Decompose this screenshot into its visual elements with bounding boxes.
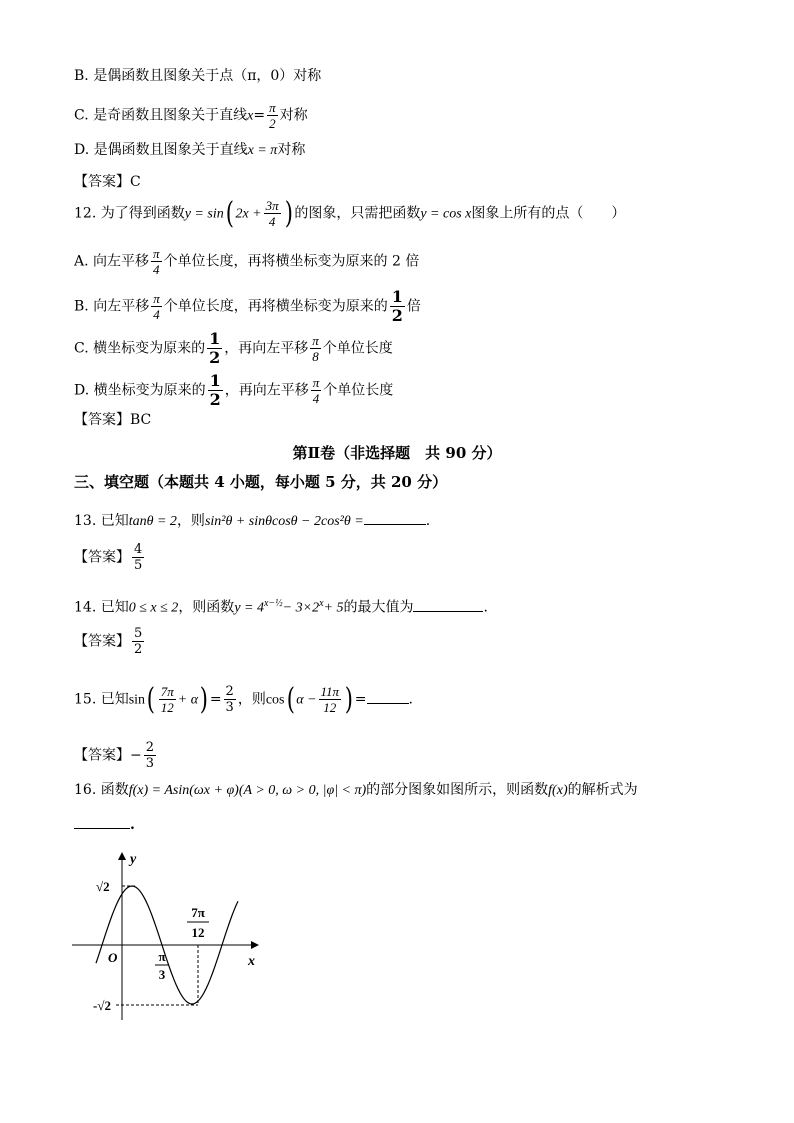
q14-fn-c: + 5 xyxy=(323,600,344,616)
q12-option-a xyxy=(74,246,419,277)
q12-b-pre: B. 向左平移 xyxy=(74,298,150,315)
q15-rparen2: ) xyxy=(344,681,354,717)
q14-ans-frac xyxy=(132,626,144,657)
q11-d-post: 对称 xyxy=(277,142,306,158)
q12-option-b xyxy=(74,288,421,325)
q13-answer-label: 【答案】 xyxy=(74,549,130,566)
q16-blank-line xyxy=(74,814,135,835)
q13-cond: tanθ = 2 xyxy=(128,514,177,529)
q12-d-fnum: 1 xyxy=(209,371,221,390)
q11-option-d xyxy=(74,140,305,161)
q11-option-c xyxy=(74,100,308,131)
q12-b-fden: 2 xyxy=(391,306,403,325)
q13-mid: ，则 xyxy=(176,513,205,529)
q13-end: . xyxy=(425,513,431,529)
q12-stem-frac xyxy=(264,198,281,229)
q11-d-pre: D. 是偶函数且图象关于直线 xyxy=(74,142,248,158)
q11-c-frac xyxy=(267,100,278,131)
q15-eq: = xyxy=(209,691,222,708)
q16-post-b: 的解析式为 xyxy=(567,782,638,798)
q12-a-post: 个单位长度，再将横坐标变为原来的 2 倍 xyxy=(163,253,420,270)
q12-a-frac xyxy=(151,246,162,277)
q15-ans-sign: − xyxy=(130,747,142,764)
x1-num: π xyxy=(158,949,166,964)
q15-pre: 15. 已知 xyxy=(74,691,129,708)
q12-lparen: ( xyxy=(225,195,234,231)
q13-ans-num: 4 xyxy=(134,542,143,557)
q14-pre: 14. 已知 xyxy=(74,599,129,616)
ymax-label: √2 xyxy=(96,879,110,894)
q11-c-num: π xyxy=(269,100,276,115)
q11-answer: 【答案】C xyxy=(74,174,141,190)
q14-answer-label: 【答案】 xyxy=(74,633,130,650)
q16-fx: f(x) xyxy=(548,783,568,798)
q12-b-num: π xyxy=(153,291,160,306)
q15-end: . xyxy=(408,691,413,708)
q12-d-post: 个单位长度 xyxy=(323,382,394,399)
q12-stem-y: y = sin xyxy=(184,206,224,222)
q14-fn-exp2: x xyxy=(319,598,324,609)
q15-in-num: 7π xyxy=(160,684,174,699)
q16-fn: f(x) = Asin(ωx + φ) xyxy=(128,783,239,798)
q12-b-den: 4 xyxy=(153,307,160,322)
x2-den: 12 xyxy=(191,925,205,940)
q14-ans-den: 2 xyxy=(134,642,143,657)
q14-blank[interactable] xyxy=(413,597,483,612)
q12-a-den: 4 xyxy=(153,262,160,277)
origin-label: O xyxy=(108,950,118,965)
q12-c-mid: ，再向左平移 xyxy=(224,340,309,357)
q12-c-post: 个单位长度 xyxy=(322,340,393,357)
q16-blank[interactable] xyxy=(74,814,130,829)
q13-ans-frac xyxy=(132,542,144,573)
q12-a-num: π xyxy=(153,246,160,261)
q11-d-expr: x = π xyxy=(247,143,278,158)
q15-sin: sin xyxy=(128,692,146,708)
q11-c-eq: = xyxy=(253,107,266,124)
q15-ans-den: 3 xyxy=(145,756,155,771)
section3-title: 三、填空题（本题共 4 小题，每小题 5 分，共 20 分） xyxy=(74,473,448,491)
q14-cond: 0 ≤ x ≤ 2 xyxy=(128,600,179,616)
q12-answer: 【答案】BC xyxy=(74,412,152,428)
q15-answer-label: 【答案】 xyxy=(74,747,130,764)
part2-title: 第Ⅱ卷（非选择题 共 90 分） xyxy=(292,444,502,462)
q14-ans-num: 5 xyxy=(134,626,143,641)
q12-b-fnum: 1 xyxy=(391,287,403,306)
q12-d-mid: ，再向左平移 xyxy=(224,382,309,399)
q12-stem-post: 图象上所有的点（ ） xyxy=(471,205,626,222)
q15-in-den: 12 xyxy=(160,700,174,715)
q12-c-fnum: 1 xyxy=(209,329,221,348)
q12-inner: 2x + xyxy=(235,206,262,222)
q15-in-plus: + α xyxy=(177,692,199,708)
q14-answer xyxy=(74,626,146,657)
q13-expr: sin²θ + sinθcosθ − 2cos²θ = xyxy=(204,514,364,529)
q16-cond: (A > 0, ω > 0, |φ| < π) xyxy=(238,783,367,798)
q16-post-a: 的部分图象如图所示，则函数 xyxy=(366,782,549,798)
q16-stem xyxy=(74,780,638,801)
q15-cos: cos xyxy=(265,692,285,708)
q14-fn-b: − 3×2 xyxy=(282,600,320,616)
q12-b-post: 倍 xyxy=(406,298,421,315)
q12-b-frac2 xyxy=(390,288,405,325)
q12-d-fden: 2 xyxy=(209,390,221,409)
sine-graph xyxy=(66,845,266,1025)
q12-b-frac xyxy=(151,291,162,322)
q16-end: . xyxy=(130,817,135,833)
q13-pre: 13. 已知 xyxy=(74,513,129,529)
q15-r-frac xyxy=(224,684,236,715)
q13-answer xyxy=(74,542,146,573)
q15-mid: ，则 xyxy=(237,691,266,708)
q12-stem xyxy=(74,195,626,231)
q11-c-post: 对称 xyxy=(279,107,308,124)
q12-option-d xyxy=(74,372,393,409)
x1-den: 3 xyxy=(158,967,166,982)
q15-ans-num: 2 xyxy=(145,740,155,755)
q11-option-b: B. 是偶函数且图象关于点（π，0）对称 xyxy=(74,68,322,84)
q15-c-frac xyxy=(319,684,342,715)
q15-ans-frac xyxy=(144,740,156,771)
q12-c-den: 8 xyxy=(312,349,319,364)
q15-c-num: 11π xyxy=(320,684,340,699)
q14-fn-exp: x−½ xyxy=(263,598,283,609)
q14-mid: ，则函数 xyxy=(178,599,235,616)
q15-rparen1: ) xyxy=(199,681,209,717)
q12-c-frac2 xyxy=(310,333,321,364)
q12-c-pre: C. 横坐标变为原来的 xyxy=(74,340,206,357)
q12-d-den: 4 xyxy=(312,391,320,406)
q12-stem-mid: 的图象，只需把函数 xyxy=(294,205,421,222)
q12-c-frac1 xyxy=(207,330,222,367)
q15-lparen1: ( xyxy=(146,681,156,717)
q15-in-frac xyxy=(159,684,176,715)
q12-c-fden: 2 xyxy=(209,348,221,367)
q15-blank[interactable] xyxy=(367,689,409,704)
x-axis-label: x xyxy=(248,954,255,969)
q12-b-mid: 个单位长度，再将横坐标变为原来的 xyxy=(163,298,388,315)
q13-blank[interactable] xyxy=(364,510,426,525)
q14-end: . xyxy=(483,599,488,616)
q15-r-den: 3 xyxy=(225,700,234,715)
q12-stem-den: 4 xyxy=(268,214,276,229)
q15-answer xyxy=(74,740,158,771)
q12-a-pre: A. 向左平移 xyxy=(74,253,150,270)
ymin-label: -√2 xyxy=(93,998,111,1013)
y-axis-label: y xyxy=(130,852,137,867)
q12-d-frac1 xyxy=(208,372,223,409)
q12-rparen: ) xyxy=(284,195,293,231)
q15-stem xyxy=(74,681,413,717)
q12-c-num: π xyxy=(312,333,319,348)
q12-option-c xyxy=(74,330,393,367)
q12-stem-pre: 12. 为了得到函数 xyxy=(74,205,185,222)
q11-c-pre: C. 是奇函数且图象关于直线 xyxy=(74,107,248,124)
q15-c-den: 12 xyxy=(323,700,337,715)
q12-stem-num: 3π xyxy=(265,198,279,213)
q14-post: 的最大值为 xyxy=(343,599,414,616)
q15-lparen2: ( xyxy=(286,681,295,717)
q14-stem xyxy=(74,594,488,619)
q11-c-den: 2 xyxy=(269,116,276,131)
q11-c-x: x xyxy=(247,108,254,124)
q15-c-a: α − xyxy=(296,692,317,708)
q12-d-num: π xyxy=(312,375,320,390)
x2-num: 7π xyxy=(191,905,205,920)
q12-d-pre: D. 横坐标变为原来的 xyxy=(74,382,206,399)
q15-r-num: 2 xyxy=(225,684,234,699)
q13-stem xyxy=(74,510,430,532)
q13-ans-den: 5 xyxy=(134,558,143,573)
q16-pre: 16. 函数 xyxy=(74,782,129,798)
q12-stem-cos: y = cos x xyxy=(420,206,472,222)
q12-d-frac2 xyxy=(311,375,322,406)
q15-eq2: = xyxy=(354,691,367,708)
q14-fn-a: y = 4 xyxy=(234,600,264,616)
